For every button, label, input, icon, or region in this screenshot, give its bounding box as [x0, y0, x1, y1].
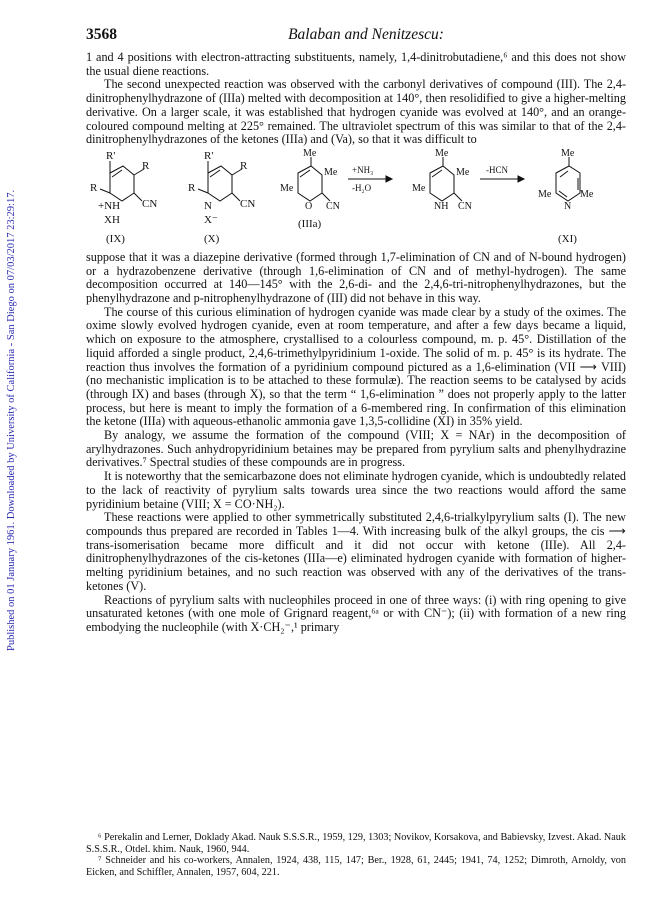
intermediate-me-top-label: Me [435, 148, 449, 159]
intermediate-cn-label: CN [458, 200, 472, 212]
arrow-1-reagent: +NH₃ [352, 164, 374, 175]
footnote-7: ⁷ Schneider and his co-workers, Annalen, 1924, 438, 115, 147; Ber., 1928, 61, 2445; 1941, 74, 1252; Dimroth, Arnoldy, von Eicken, and Schiffler, Annalen, 1957, 604, 221. [86, 855, 626, 878]
ix-compound-label: (IX) [106, 232, 125, 245]
structure-intermediate [430, 157, 462, 201]
structure-x [198, 161, 242, 201]
x-compound-label: (X) [204, 232, 220, 245]
arrow-2-byproduct: -HCN [486, 164, 508, 175]
intermediate-me-right-label: Me [456, 166, 470, 178]
iiia-compound-label: (IIIa) [298, 217, 322, 230]
ix-cn-label: CN [142, 197, 158, 210]
download-watermark: Published on 01 January 1961. Downloaded by University of California - San Diego on 07/03/2017 23:29:17. [6, 189, 17, 651]
xi-compound-label: (XI) [558, 232, 577, 245]
paragraph-6: It is noteworthy that the semicarbazone does not eliminate hydrogen cyanide, which is undoubtedly related to the lack of reactivity of pyrylium salts towards urea since the two reactions would afford the same pyridinium betaine (VIII; X = CO·NH₂). [86, 469, 626, 511]
paragraph-1: 1 and 4 positions with electron-attracting substituents, namely, 1,4-dinitrobutadiene,⁶ and this does not show the usual diene reactions. [86, 50, 626, 78]
x-r-prime-label: R' [204, 149, 214, 162]
iiia-me-right-label: Me [324, 166, 338, 178]
reaction-scheme [86, 149, 626, 247]
ix-r-prime-label: R' [106, 149, 116, 162]
paragraph-5: By analogy, we assume the formation of the compound (VIII; X = NAr) in the decomposition of arylhydrazones. Such anhydropyridinium betaines may be prepared from pyrylium salts and phenylhydrazine derivatives.⁷ Spectral studies of these compounds are in progress. [86, 428, 626, 470]
xi-me-right-label: Me [580, 188, 594, 200]
iiia-me-top-label: Me [303, 148, 317, 159]
page-number: 3568 [86, 26, 117, 43]
ix-nh-plus-label: +NH [98, 199, 121, 212]
x-r-label: R [240, 159, 248, 172]
footnote-6: ⁶ Perekalin and Lerner, Doklady Akad. Nauk S.S.S.R., 1959, 129, 1303; Novikov, Korsakova, and Babievsky, Izvest. Akad. Nauk S.S.S.R., Otdel. khim. Nauk, 1960, 944. [86, 832, 626, 855]
xi-me-left-label: Me [538, 188, 552, 200]
x-n-label: N [204, 199, 212, 212]
x-cn-label: CN [240, 197, 256, 210]
running-title: Balaban and Nenitzescu: [288, 26, 444, 43]
xi-n-label: N [564, 200, 572, 212]
article-body [86, 51, 626, 635]
paragraph-8: Reactions of pyrylium salts with nucleophiles proceed in one of three ways: (i) with ring opening to give unsaturated ketones (with one mole of Grignard reagent,⁶ᵃ or with CN⁻); (ii) with formation of a new ring embodying the nucleophile (with X·CH₂⁻,¹ primary [86, 592, 626, 634]
structure-ix [100, 161, 144, 201]
arrow-1-head [386, 176, 392, 182]
paragraph-4: The course of this curious elimination of hydrogen cyanide was made clear by a study of the oximes. The oxime slowly evolved hydrogen cyanide, even at room temperature, and after a few days became a liquid, which on exposure to the atmosphere, crystallised to a colourless compound, m. p. 45°. Distillation of the liquid afforded a single product, 2,4,6-trimethylpyridinium 1-oxide. The solid of m. p. 45° is its hydrate. The reaction thus involves the formation of a pyridinium compound pictured as a 1,6-elimination (VII ⟶ VIII) (no mechanistic implication is to be attached to these formulæ). The reaction seems to be catalysed by acids (through IX) and bases (through X), so that the term “ 1,6-elimination ” does not properly apply to the latter process, but here is meant to imply the formation of a 6-membered ring. In confirmation of this elimination the ketone (IIIa) with aqueous-ethanolic ammonia gave 1,3,5-collidine (XI) in 35% yield. [86, 304, 626, 429]
xi-me-top-label: Me [561, 148, 575, 159]
structure-iiia [298, 157, 330, 201]
footnotes [86, 832, 626, 878]
paragraph-2: The second unexpected reaction was observed with the carbonyl derivatives of compound (III). The 2,4-dinitrophenylhydrazone of (IIIa) melted with decomposition at 140°, then resolidified to give a higher-melting derivative. On a larger scale, it was established that hydrogen cyanide was evolved at 140°, and an orange-coloured compound melting at 225° remained. The ultraviolet spectrum of this was similar to that of the 2,4-dinitrophenylhydrazones of the ketones (IIIa) and (Va), so that it was difficult to [86, 77, 626, 147]
intermediate-nh-label: NH [434, 200, 449, 212]
intermediate-me-left-label: Me [412, 182, 426, 194]
paragraph-3: suppose that it was a diazepine derivative (formed through 1,7-elimination of CN and of N-bound hydrogen) or a hydrazobenzene derivative (through 1,6-elimination of CN and of methyl-hydrogen). The same decomposition occurred at 140—145° with the 2,6-di- and the 2,4,6-tri-nitrophenylhydrazones, but the phenylhydrazone and p-nitrophenylhydrazone of (III) did not behave in this way. [86, 249, 626, 306]
ix-r-left-label: R [90, 181, 98, 194]
iiia-cn-label: CN [326, 200, 340, 212]
x-x-minus-label: X⁻ [204, 213, 218, 226]
iiia-me-left-label: Me [280, 182, 294, 194]
arrow-1-byproduct: -H₂O [352, 182, 372, 193]
arrow-2-head [518, 176, 524, 182]
iiia-o-label: O [305, 200, 313, 212]
structure-xi [556, 157, 580, 201]
page-header [86, 26, 626, 46]
ix-r-label: R [142, 159, 150, 172]
paragraph-7: These reactions were applied to other symmetrically substituted 2,4,6-trialkylpyrylium salts (I). The new compounds thus prepared are recorded in Tables 1—4. With increasing bulk of the alkyl groups, the cis ⟶ trans-isomerisation became more difficult and it did not occur with ketone (IIIe). All 2,4-dinitrophenylhydrazones of the cis-ketones (IIIa—e) eliminated hydrogen cyanide with formation of higher-melting pyridinium betaines, and no such reaction was observed with any of the derivatives of the trans-ketones (V). [86, 510, 626, 593]
reaction-scheme-drawing [86, 149, 626, 247]
ix-xh-label: XH [104, 213, 120, 226]
x-r-left-label: R [188, 181, 196, 194]
